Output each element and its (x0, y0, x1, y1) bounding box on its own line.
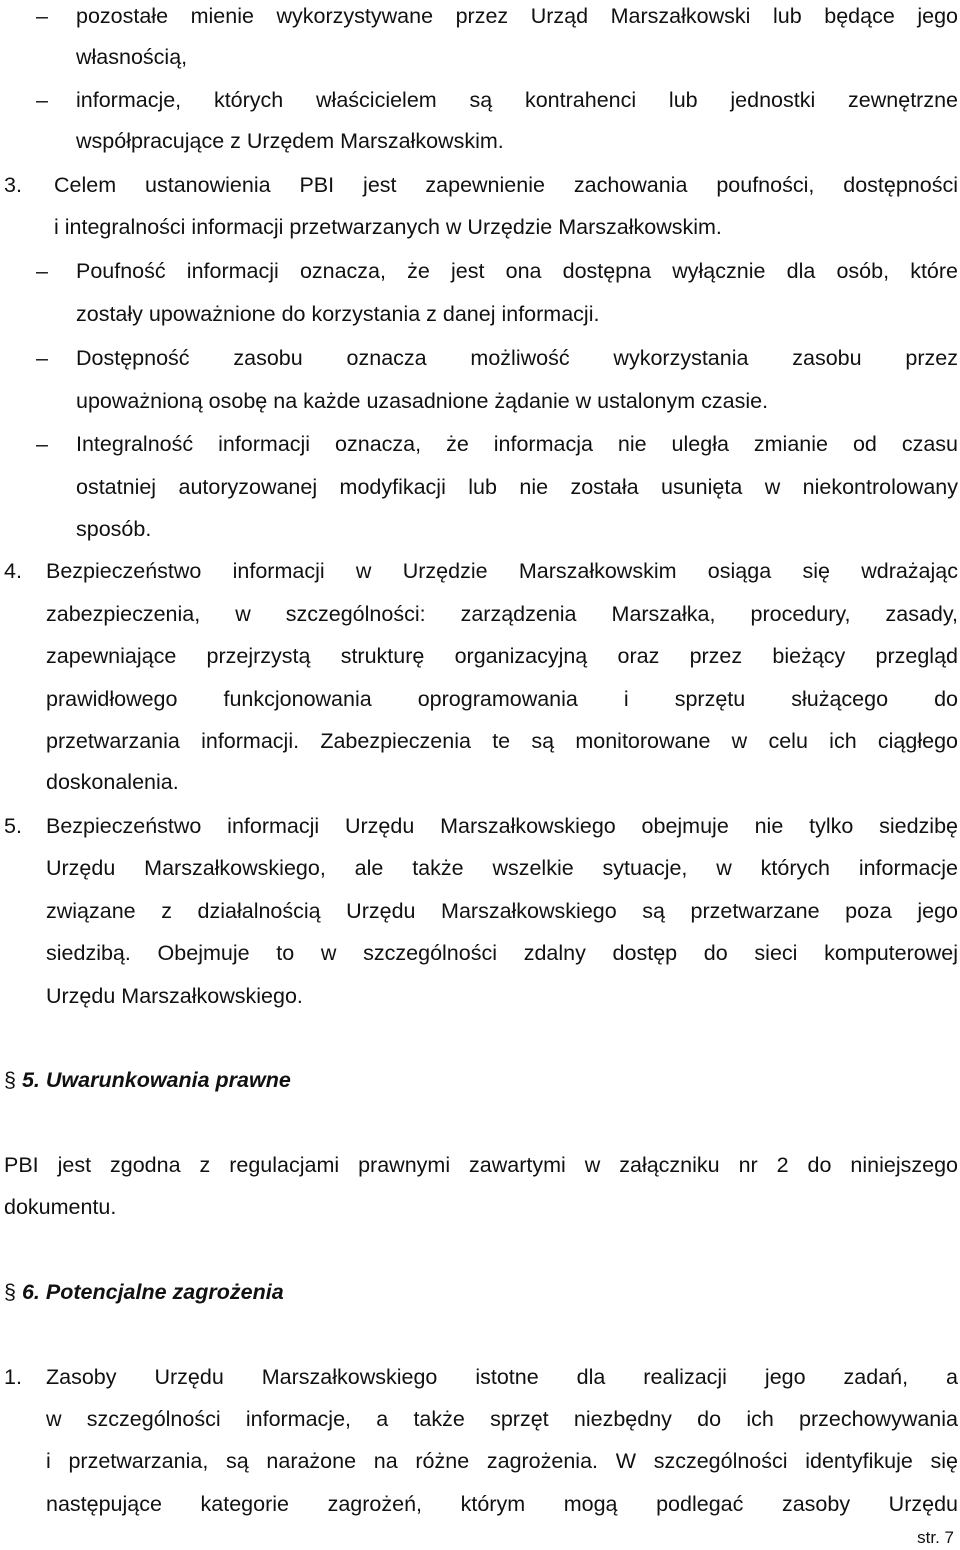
paragraph-line: Urzędu Marszałkowskiego. (46, 984, 303, 1008)
section-title: Uwarunkowania prawne (45, 1068, 291, 1092)
list-item-line: informacje, których właścicielem są kontrahenci lub jednostki zewnętrzne (76, 88, 958, 112)
paragraph-line: Bezpieczeństwo informacji w Urzędzie Marszałkowskim osiąga się wdrażając (46, 559, 958, 583)
list-item-line: Poufność informacji oznacza, że jest ona dostępna wyłącznie dla osób, które (76, 259, 958, 283)
list-item-line: pozostałe mienie wykorzystywane przez Urząd Marszałkowski lub będące jego (76, 4, 958, 28)
paragraph-line: w szczególności informacje, a także sprzęt niezbędny do ich przechowywania (46, 1407, 958, 1431)
list-item-line: ostatniej autoryzowanej modyfikacji lub nie została usunięta w niekontrolowany (76, 475, 958, 499)
paragraph-line: zabezpieczenia, w szczególności: zarządzenia Marszałka, procedury, zasady, (46, 602, 958, 626)
section-number: 6. (21, 1280, 40, 1304)
paragraph-line: dokumentu. (4, 1195, 117, 1219)
paragraph-line: prawidłowego funkcjonowania oprogramowania i sprzętu służącego do (46, 687, 958, 711)
paragraph-line: przetwarzania informacji. Zabezpieczenia te są monitorowane w celu ich ciągłego (46, 729, 958, 753)
dash-marker: – (36, 259, 48, 283)
list-item-line: Integralność informacji oznacza, że informacja nie uległa zmianie od czasu (76, 432, 958, 456)
paragraph-line: Bezpieczeństwo informacji Urzędu Marszałkowskiego obejmuje nie tylko siedzibę (46, 814, 958, 838)
paragraph-line: PBI jest zgodna z regulacjami prawnymi zawartymi w załączniku nr 2 do niniejszego (4, 1153, 958, 1177)
paragraph-number: 3. (4, 173, 22, 197)
list-item-line: własnością, (76, 45, 188, 69)
paragraph-line: zapewniające przejrzystą strukturę organizacyjną oraz przez bieżący przegląd (46, 644, 958, 668)
paragraph-number: 4. (4, 559, 22, 583)
paragraph-line: i integralności informacji przetwarzanych w Urzędzie Marszałkowskim. (54, 215, 722, 239)
list-item-line: upoważnioną osobę na każde uzasadnione żądanie w ustalonym czasie. (76, 389, 769, 413)
paragraph-line: związane z działalnością Urzędu Marszałkowskiego są przetwarzane poza jego (46, 899, 958, 923)
section-heading (4, 1277, 284, 1307)
paragraph-line: Zasoby Urzędu Marszałkowskiego istotne dla realizacji jego zadań, a (46, 1365, 958, 1389)
paragraph-number: 1. (4, 1365, 22, 1389)
paragraph-line: następujące kategorie zagrożeń, którym mogą podlegać zasoby Urzędu (46, 1492, 958, 1516)
dash-marker: – (36, 346, 48, 370)
paragraph-line: siedzibą. Obejmuje to w szczególności zdalny dostęp do sieci komputerowej (46, 941, 958, 965)
dash-marker: – (36, 432, 48, 456)
paragraph-line: doskonalenia. (46, 770, 179, 794)
list-item-line: Dostępność zasobu oznacza możliwość wykorzystania zasobu przez (76, 346, 958, 370)
paragraph-number: 5. (4, 814, 22, 838)
list-item-line: współpracujące z Urzędem Marszałkowskim. (76, 129, 504, 153)
section-title: Potencjalne zagrożenia (45, 1280, 284, 1304)
dash-marker: – (36, 88, 48, 112)
paragraph-line: Urzędu Marszałkowskiego, ale także wszelkie sytuacje, w których informacje (46, 856, 958, 880)
section-bullet: § (4, 1280, 16, 1304)
page-number: str. 7 (917, 1528, 954, 1547)
list-item-line: sposób. (76, 517, 152, 541)
section-number: 5. (21, 1068, 40, 1092)
paragraph-line: i przetwarzania, są narażone na różne zagrożenia. W szczególności identyfikuje się (46, 1449, 958, 1473)
section-bullet: § (4, 1068, 16, 1092)
paragraph-line: Celem ustanowienia PBI jest zapewnienie zachowania poufności, dostępności (54, 173, 958, 197)
section-heading (4, 1065, 291, 1095)
list-item-line: zostały upoważnione do korzystania z danej informacji. (76, 302, 600, 326)
dash-marker: – (36, 4, 48, 28)
